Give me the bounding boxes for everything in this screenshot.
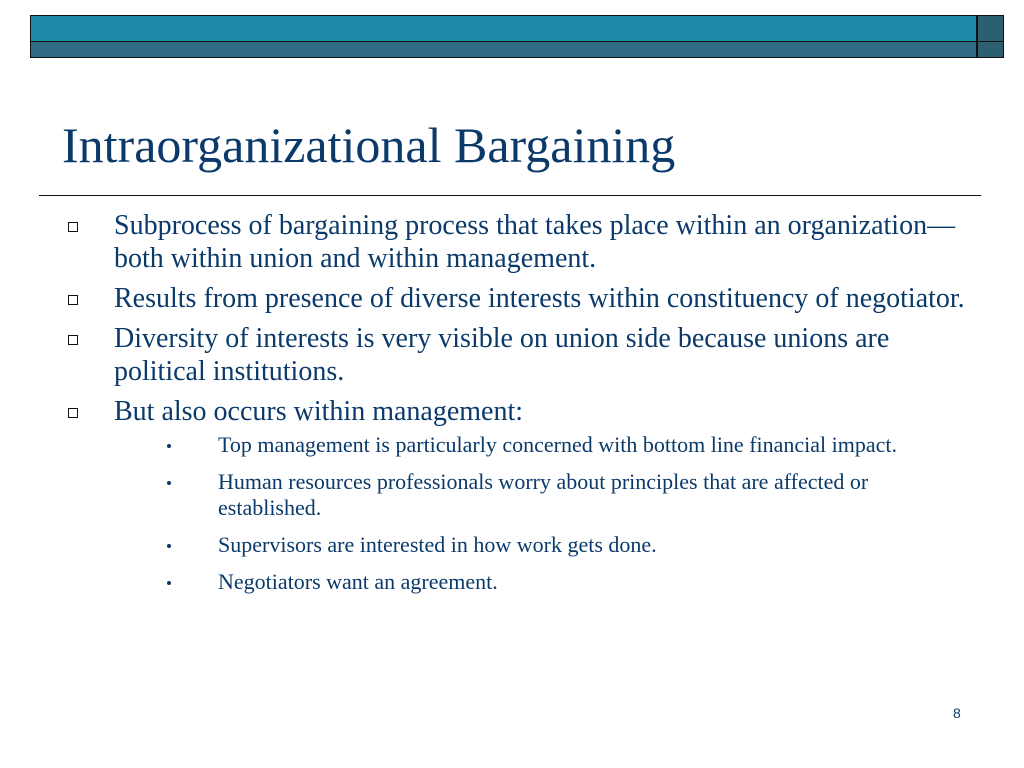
sub-bullet-item (164, 469, 972, 521)
square-bullet-icon (68, 295, 78, 305)
dot-bullet-icon (167, 444, 171, 448)
bullet-item (62, 282, 972, 315)
dot-bullet-icon (167, 544, 171, 548)
bullet-text: Results from presence of diverse interests within constituency of negotiator. (114, 283, 965, 314)
square-bullet-icon (68, 335, 78, 345)
bullet-list (62, 209, 972, 606)
sub-bullet-item (164, 569, 972, 595)
bullet-text: Diversity of interests is very visible on union side because unions are political institutions. (114, 323, 890, 387)
sub-bullet-item (164, 532, 972, 558)
sub-bullet-list (114, 432, 972, 595)
square-bullet-icon (68, 408, 78, 418)
header-bar (30, 15, 977, 58)
header-corner-block (977, 15, 1004, 58)
sub-bullet-text: Negotiators want an agreement. (218, 569, 498, 594)
sub-bullet-text: Top management is particularly concerned with bottom line financial impact. (218, 432, 898, 457)
square-bullet-icon (68, 222, 78, 232)
bullet-item (62, 322, 972, 388)
header-band-top (31, 16, 976, 41)
corner-divider (978, 41, 1003, 42)
sub-bullet-text: Supervisors are interested in how work gets done. (218, 532, 657, 557)
bullet-text: Subprocess of bargaining process that takes place within an organization—both within union and within management. (114, 210, 956, 274)
title-rule (39, 195, 981, 196)
header-band-divider (31, 41, 976, 42)
sub-bullet-text: Human resources professionals worry about principles that are affected or established. (218, 469, 869, 520)
sub-bullet-item (164, 432, 972, 458)
dot-bullet-icon (167, 481, 171, 485)
bullet-item (62, 395, 972, 595)
dot-bullet-icon (167, 581, 171, 585)
page-number: 8 (953, 705, 961, 721)
bullet-item (62, 209, 972, 275)
bullet-text: But also occurs within management: (114, 396, 524, 427)
slide-title: Intraorganizational Bargaining (62, 117, 676, 173)
